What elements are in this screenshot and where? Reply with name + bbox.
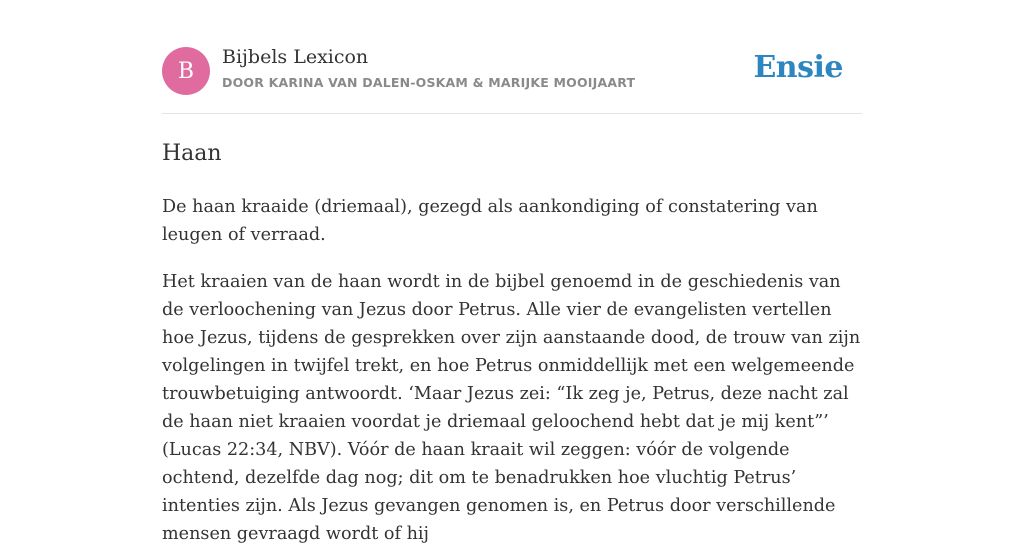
ensie-logo[interactable]: Ensie <box>753 50 843 85</box>
avatar[interactable]: B <box>162 47 210 95</box>
entry-title: Haan <box>162 141 222 166</box>
authors-byline: DOOR KARINA VAN DALEN-OSKAM & MARIJKE MOOIJAART <box>222 75 636 90</box>
book-title[interactable]: Bijbels Lexicon <box>222 46 369 68</box>
entry-paragraph: Het kraaien van de haan wordt in de bijbel genoemd in de geschiedenis van de verloochening van Jezus door Petrus. Alle vier de evangelisten vertellen hoe Jezus, tijdens de gesprekken over zijn aanstaande dood, de trouw van zijn volgelingen in twijfel trekt, en hoe Petrus onmiddellijk met een welgemeende trouwbetuiging antwoordt. ‘Maar Jezus zei: “Ik zeg je, Petrus, deze nacht zal de haan niet kraaien voordat je driemaal geloochend hebt dat je mij kent”’ (Lucas 22:34, NBV). Vóór de haan kraait wil zeggen: vóór de volgende ochtend, dezelfde dag nog; dit om te benadrukken hoe vluchtig Petrus’ intenties zijn. Als Jezus gevangen genomen is, en Petrus door verschillende mensen gevraagd wordt of hij <box>162 272 861 544</box>
entry-paragraph: De haan kraaide (driemaal), gezegd als aankondiging of constatering van leugen of verraad. <box>162 197 818 245</box>
page <box>162 0 862 548</box>
header <box>162 0 862 114</box>
